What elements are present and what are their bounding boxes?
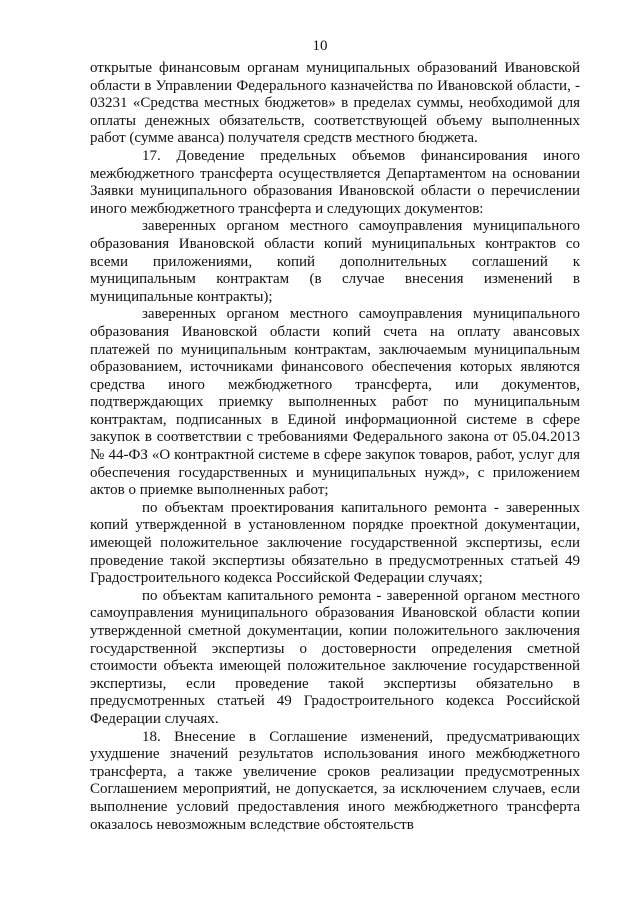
document-body xyxy=(90,60,580,834)
paragraph-contract-copies: заверенных органом местного самоуправления муниципального образования Ивановской области копий муниципальных контрактов со всеми приложениями, копий дополнительных соглашений к муниципальным контрактам (в случае внесения изменений в муниципальные контракты); xyxy=(90,218,580,305)
paragraph-item-18: 18. Внесение в Соглашение изменений, предусматривающих ухудшение значений результатов использования иного межбюджетного трансферта, а также увеличение сроков реализации предусмотренных Соглашением мероприятий, не допускается, за исключением случаев, если выполнение условий предоставления иного межбюджетного трансферта оказалось невозможным вследствие обстоятельств xyxy=(90,728,580,833)
paragraph-design-objects: по объектам проектирования капитального ремонта - заверенных копий утвержденной в установленном порядке проектной документации, имеющей положительное заключение государственной экспертизы, если проведение такой экспертизы обязательно в предусмотренных статьей 49 Градостроительного кодекса Российской Федерации случаях; xyxy=(90,499,580,587)
paragraph-repair-objects: по объектам капитального ремонта - заверенной органом местного самоуправления муниципального образования Ивановской области копии утвержденной сметной документации, копии положительного заключения государственной экспертизы о достоверности определения сметной стоимости объекта имеющей положительное заключение государственной экспертизы, если проведение такой экспертизы обязательно в предусмотренных статьей 49 Градостроительного кодекса Российской Федерации случаях. xyxy=(90,587,580,727)
paragraph-invoice-copies: заверенных органом местного самоуправления муниципального образования Ивановской области копий счета на оплату авансовых платежей по муниципальным контрактам, заключаемым муниципальным образованием, источниками финансового обеспечения которых являются средства иного межбюджетного трансферта, или документов, подтверждающих приемку выполненных работ по муниципальным контрактам, подписанных в Единой информационной системе в сфере закупок в соответствии с требованиями Федерального закона от 05.04.2013 № 44-ФЗ «О контрактной системе в сфере закупок товаров, работ, услуг для обеспечения государственных и муниципальных нужд», с приложением актов о приемке выполненных работ; xyxy=(90,306,580,499)
paragraph-continuation: открытые финансовым органам муниципальных образований Ивановской области в Управлении Федерального казначейства по Ивановской области, - 03231 «Средства местных бюджетов» в пределах суммы, необходимой для оплаты денежных обязательств, соответствующей объему выполненных работ (сумме аванса) получателя средств местного бюджета. xyxy=(90,60,580,147)
page-number: 10 xyxy=(312,38,328,54)
paragraph-item-17: 17. Доведение предельных объемов финансирования иного межбюджетного трансферта осуществляется Департаментом на основании Заявки муниципального образования Ивановской области о перечислении иного межбюджетного трансферта и следующих документов: xyxy=(90,147,580,217)
